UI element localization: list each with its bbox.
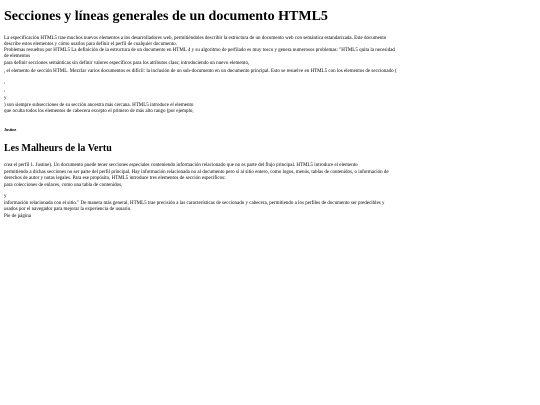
- text-line: ,: [4, 80, 6, 85]
- text-line: que oculta todos los elementos de cabecera excepto el primero de más alto rango (por ejemplo,: [4, 109, 194, 114]
- text-line: y: [4, 194, 7, 199]
- text-line: de elementos: [4, 54, 31, 59]
- text-line: Problemas resueltos por HTML5 La definición de la estructura de un documento en HTML 4 y su algoritmo de perfilado es muy tosco y genera numerosos problemas: "HTML5 quita la necesidad: [4, 48, 395, 53]
- small-heading: Justine: [4, 127, 17, 132]
- page-title: Secciones y líneas generales de un documento HTML5: [4, 9, 328, 24]
- text-line: para colecciones de enlaces, como una tabla de contenidos,: [4, 183, 123, 188]
- footer-text: Pie de página: [4, 214, 31, 219]
- text-line: describe estos elementos y cómo usarlos para definir el perfil de cualquier documento.: [4, 42, 177, 47]
- text-line: ,: [4, 88, 6, 93]
- text-line: permitiendo a dichas secciones no ser parte del perfil principal. Hay información relacionada no al documento pero si al sitio entero, como logos, menús, tablas de contenidos, o información de: [4, 170, 389, 175]
- section-heading: Les Malheurs de la Vertu: [4, 143, 112, 154]
- text-line: información relacionada con el sitio." De manera más general, HTML5 trae precisión a las características de seccionado y cabecera, permitiendo a los perfiles de documento ser predecibles y: [4, 201, 385, 206]
- text-line: crea el perfil 1. Justine). Un documento puede tener secciones especiales conteniendo información relacionado que no es parte del flujo principal. HTML5 introduce el elemento: [4, 163, 358, 168]
- text-line: , el elemento de sección HTML. Mezclar varios documentos es difícil: la inclusión de un sub-documento en un documento principal. Esto se resuelve en HTML5 con los elementos de seccionado (: [4, 69, 397, 74]
- text-line: para definir secciones semánticas sin definir valores específicos para los atributos class; introduciendo un nuevo elemento,: [4, 61, 250, 66]
- text-line: La especificación HTML5 trae muchos nuevos elementos a los desarrolladores web, permitiéndoles describir la estructura de un documento web con semántica estandarizada. Este documento: [4, 36, 387, 41]
- text-line: y: [4, 96, 7, 101]
- text-line: derechos de autor y notas legales. Para ese propósito, HTML5 introduce tres elementos de sección específicos:: [4, 176, 226, 181]
- text-line: usados por el navegador para mejorar la experiencia de usuario.: [4, 207, 132, 212]
- text-line: ) son siempre subsecciones de su sección ancestra más cercana. HTML5 introduce el elemento: [4, 103, 194, 108]
